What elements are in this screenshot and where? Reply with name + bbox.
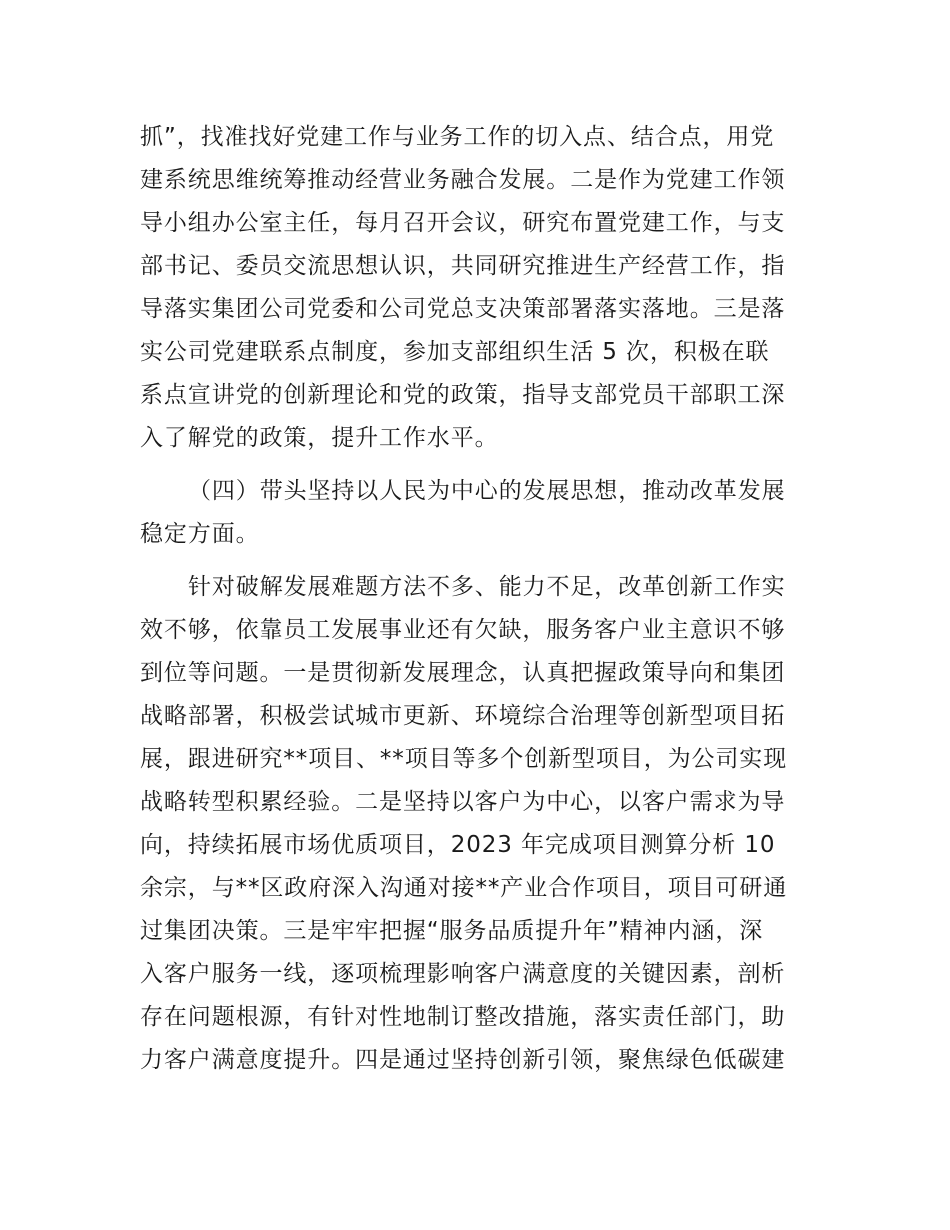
paragraph-gap xyxy=(140,460,810,470)
section-heading-4 xyxy=(140,470,810,556)
text-line: 入客户服务一线，逐项梳理影响客户满意度的关键因素，剖析 xyxy=(140,961,786,987)
text-line: 效不够，依靠员工发展事业还有欠缺，服务客户业主意识不够 xyxy=(140,617,786,643)
text-line: 力客户满意度提升。四是通过坚持创新引领，聚焦绿色低碳建 xyxy=(140,1047,786,1073)
paragraph-reform-development xyxy=(140,566,810,1082)
text-line: 导小组办公室主任，每月召开会议，研究布置党建工作，与支 xyxy=(140,210,786,236)
text-line: 存在问题根源，有针对性地制订整改措施，落实责任部门，助 xyxy=(140,1004,786,1030)
text-line: 到位等问题。一是贯彻新发展理念，认真把握政策导向和集团 xyxy=(140,660,786,686)
text-line: 抓”，找准找好党建工作与业务工作的切入点、结合点，用党 xyxy=(140,124,775,150)
text-line: 系点宣讲党的创新理论和党的政策，指导支部党员干部职工深 xyxy=(140,382,786,408)
text-line: 导落实集团公司党委和公司党总支决策部署落实落地。三是落 xyxy=(140,296,786,322)
heading-line: （四）带头坚持以人民为中心的发展思想，推动改革发展 xyxy=(188,478,786,504)
text-line: 实公司党建联系点制度，参加支部组织生活 5 次，积极在联 xyxy=(140,339,770,365)
text-line: 展，跟进研究**项目、**项目等多个创新型项目，为公司实现 xyxy=(140,746,788,772)
text-line: 战略转型积累经验。二是坚持以客户为中心，以客户需求为导 xyxy=(140,789,786,815)
text-line: 针对破解发展难题方法不多、能力不足，改革创新工作实 xyxy=(188,574,786,600)
heading-line: 稳定方面。 xyxy=(140,521,260,547)
text-line: 入了解党的政策，提升工作水平。 xyxy=(140,425,499,451)
text-line: 战略部署，积极尝试城市更新、环境综合治理等创新型项目拓 xyxy=(140,703,786,729)
text-line: 建系统思维统筹推动经营业务融合发展。二是作为党建工作领 xyxy=(140,167,786,193)
text-line: 部书记、委员交流思想认识，共同研究推进生产经营工作，指 xyxy=(140,253,786,279)
text-line: 向，持续拓展市场优质项目，2023 年完成项目测算分析 10 xyxy=(140,832,776,858)
paragraph-gap xyxy=(140,556,810,566)
text-line: 过集团决策。三是牢牢把握“服务品质提升年”精神内涵，深 xyxy=(140,918,764,944)
document-body xyxy=(140,116,810,1082)
paragraph-party-building xyxy=(140,116,810,460)
text-line: 余宗，与**区政府深入沟通对接**产业合作项目，项目可研通 xyxy=(140,875,788,901)
